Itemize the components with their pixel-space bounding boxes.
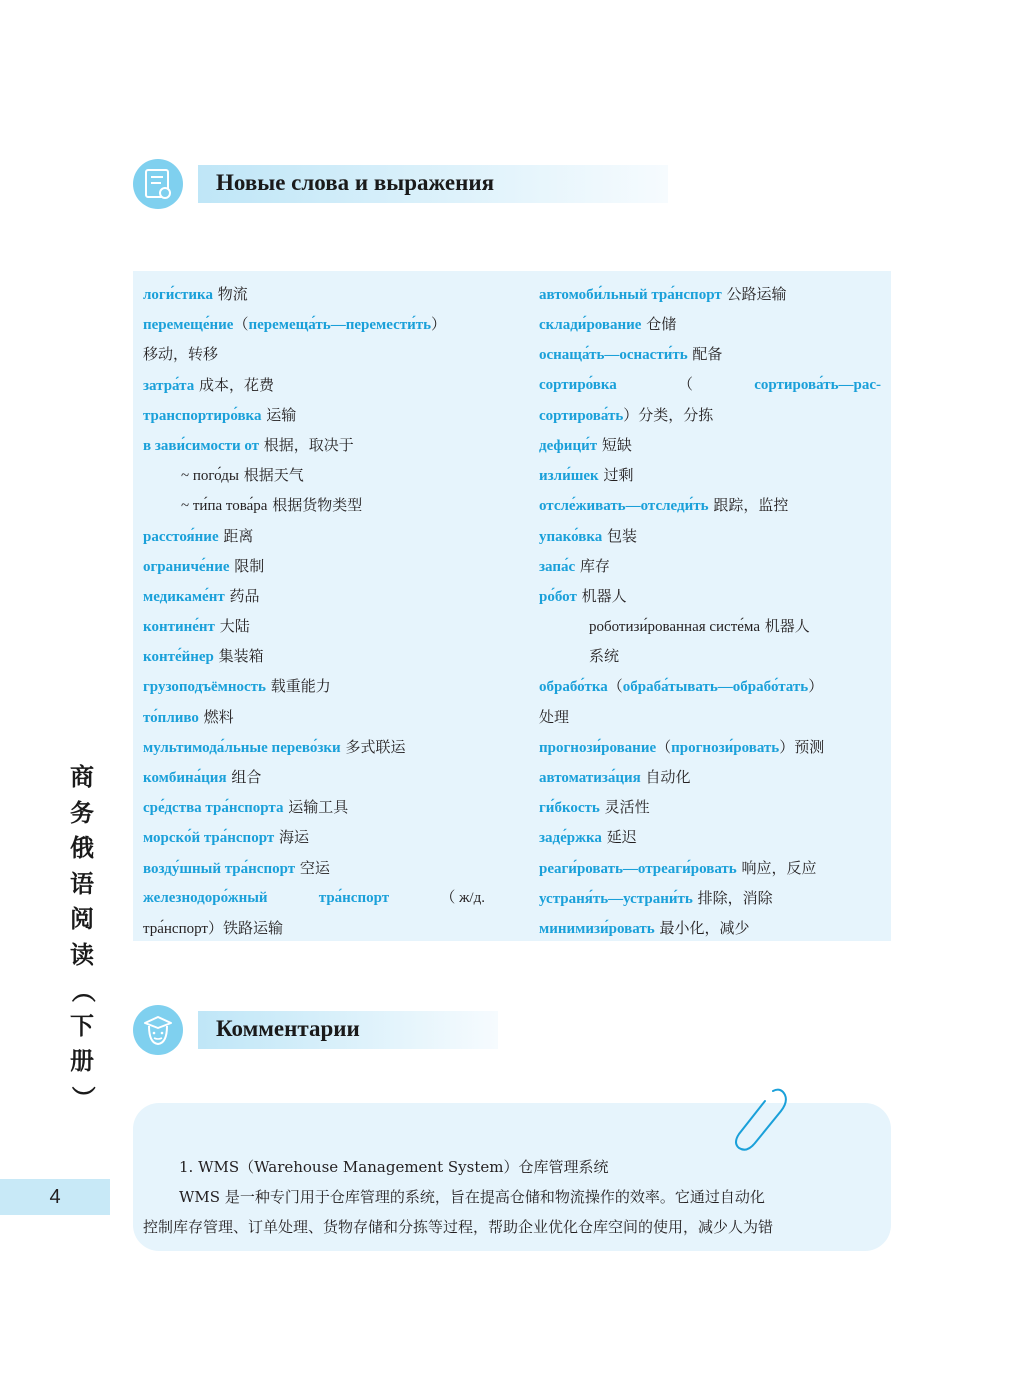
sidebar-title-char: 读 <box>70 940 94 969</box>
vocab-entry <box>143 792 498 822</box>
vocab-translation: 移动，转移 <box>143 345 219 364</box>
vocab-translation: 物流 <box>212 285 248 303</box>
vocab-translation: 药品 <box>224 586 260 605</box>
vocab-entry <box>143 490 498 520</box>
vocab-entry <box>539 883 884 913</box>
vocab-translation: 空运 <box>295 858 330 877</box>
vocab-entry <box>539 551 884 581</box>
vocab-entry <box>539 611 884 641</box>
vocab-entry <box>539 309 884 339</box>
certificate-icon <box>133 159 183 209</box>
vocab-entry <box>539 641 884 671</box>
vocab-term: заде́ржка <box>539 830 602 847</box>
vocab-translation: 机器人 <box>576 586 627 605</box>
vocab-term: железнодоро́жный <box>143 889 268 906</box>
vocab-term: упако́вка <box>539 528 603 545</box>
sidebar-title-char: 商 <box>70 763 94 791</box>
vocab-term: затра́та <box>143 377 195 394</box>
vocab-term: запа́с <box>539 558 576 575</box>
vocab-entry <box>143 581 498 611</box>
vocab-entry <box>143 671 498 701</box>
vocab-entry <box>143 400 498 430</box>
vocab-entry <box>539 490 884 520</box>
vocab-entry <box>539 581 884 611</box>
vocab-term: морско́й тра́нспорт <box>143 830 275 847</box>
vocab-term: медикаме́нт <box>143 588 225 605</box>
vocab-term: сортирова́ть—рас- <box>754 376 881 393</box>
vocab-term: в зави́симости от <box>143 437 260 454</box>
comment-paragraph-line-2: 控制库存管理、订单处理、货物存储和分拣等过程，帮助企业优化仓库空间的使用，减少人为错 <box>143 1218 774 1236</box>
sidebar-title-char: 俄 <box>70 834 94 862</box>
vocab-entry <box>539 370 881 400</box>
vocab-translation: 短缺 <box>597 435 632 454</box>
vocab-translation: 自动化 <box>640 768 691 786</box>
vocab-plain: ） <box>779 739 795 756</box>
comment-paragraph-line-1: WMS 是一种专门用于仓库管理的系统，旨在提高仓储和物流操作的效率。它通过自动化 <box>179 1188 765 1206</box>
vocabulary-panel <box>133 271 891 941</box>
vocab-translation: 预测 <box>794 737 825 756</box>
vocab-translation: 仓储 <box>641 315 677 334</box>
vocab-translation: 跟踪，监控 <box>708 496 789 515</box>
vocab-term: оснаща́ть—оснасти́ть <box>539 347 688 364</box>
vocab-translation: 大陆 <box>214 617 250 636</box>
vocab-translation: 运输工具 <box>283 798 349 817</box>
page-number: 4 <box>0 1179 110 1215</box>
vocab-term: ги́бкость <box>539 800 600 817</box>
vocab-translation: 根据货物类型 <box>267 496 363 515</box>
vocab-plain: роботизи́рованная систе́ма <box>589 619 760 636</box>
vocab-term: устраня́ть—устрани́ть <box>539 890 693 907</box>
vocab-plain: （ ж/д. <box>440 889 485 906</box>
vocab-translation: 根据，取决于 <box>259 435 354 454</box>
vocab-translation: 延迟 <box>601 828 637 847</box>
vocab-translation: 排除，消除 <box>692 888 773 907</box>
vocab-plain: тра́нспорт） <box>143 920 223 937</box>
vocab-term: то́пливо <box>143 709 199 726</box>
vocab-term: мультимода́льные перево́зки <box>143 739 341 756</box>
vocab-translation: 距离 <box>218 526 254 545</box>
vocab-term: контине́нт <box>143 619 215 636</box>
vocab-entry <box>539 822 884 852</box>
vocab-entry <box>143 883 485 913</box>
vocab-term: минимизи́ровать <box>539 920 655 937</box>
vocab-plain: （ <box>678 376 694 393</box>
vocab-entry <box>539 913 884 943</box>
vocab-entry <box>539 339 884 369</box>
vocab-translation: 组合 <box>226 768 262 786</box>
vocab-translation: ）分类，分拣 <box>623 405 714 424</box>
vocab-translation: 海运 <box>274 828 309 847</box>
vocab-section-header <box>198 165 668 203</box>
vocab-translation: 载重能力 <box>265 677 331 696</box>
vocab-entry <box>143 460 498 490</box>
vocab-term: тра́нспорт <box>318 889 390 906</box>
vocab-plain: ~ пого́ды <box>181 468 239 485</box>
vocab-entry <box>143 913 498 943</box>
vocab-entry <box>539 853 884 883</box>
vocab-translation: 系统 <box>589 647 620 666</box>
vocab-entry <box>143 339 498 369</box>
vocab-translation: 成本，花费 <box>194 375 274 394</box>
vocab-translation: 机器人 <box>759 617 810 636</box>
vocab-term: склади́рование <box>539 317 642 334</box>
vocab-translation: 运输 <box>261 405 297 424</box>
vocab-plain: ~ ти́па това́ра <box>181 498 268 515</box>
sidebar-title-char: 下 <box>70 1011 94 1040</box>
vocab-entry <box>143 853 498 883</box>
vocab-translation: 库存 <box>575 556 610 575</box>
vocab-term: обраба́тывать—обрабо́тать <box>622 679 809 696</box>
vocab-translation: 响应，反应 <box>736 858 817 877</box>
vocab-entry <box>143 370 498 400</box>
vocab-term: грузоподъёмность <box>143 679 266 696</box>
vocab-translation: 过剩 <box>598 466 634 485</box>
vocab-term: комбина́ция <box>143 770 227 786</box>
vocab-term: ро́бот <box>539 588 577 605</box>
vocab-translation: 集装箱 <box>213 647 264 666</box>
comments-section-title: Комментарии <box>216 1016 360 1041</box>
vocab-term: отсле́живать—отследи́ть <box>539 498 709 515</box>
vocab-term: обрабо́тка <box>539 679 608 696</box>
sidebar-title-char: 务 <box>70 798 94 827</box>
vocab-term: автомоби́льный тра́нспорт <box>539 287 722 303</box>
vocab-right-column <box>539 279 884 943</box>
vocab-term: прогнози́рование <box>539 739 657 756</box>
vocab-translation: 多式联运 <box>340 737 406 756</box>
vocab-entry <box>143 521 498 551</box>
vocab-translation: 公路运输 <box>721 285 787 303</box>
vocab-entry <box>539 792 884 822</box>
sidebar-title-char: 阅 <box>70 905 94 933</box>
vocab-term: логи́стика <box>143 287 213 303</box>
vocab-plain: （ <box>233 317 249 334</box>
vocab-term: ограниче́ние <box>143 558 230 575</box>
vocab-term: транспортиро́вка <box>143 407 262 424</box>
vocab-entry <box>539 460 884 490</box>
vocab-entry <box>539 400 884 430</box>
vocab-entry <box>143 762 498 792</box>
student-face-icon <box>133 1005 183 1055</box>
vocab-entry <box>143 430 498 460</box>
comments-section-header <box>198 1011 498 1049</box>
vocab-plain: （ <box>607 679 623 696</box>
vocab-term: возду́шный тра́нспорт <box>143 860 296 877</box>
vocab-plain: ） <box>808 679 824 696</box>
vocab-entry <box>143 611 498 641</box>
sidebar-title-char: 语 <box>70 869 94 898</box>
vocab-translation: 铁路运输 <box>222 918 283 937</box>
vocab-translation: 限制 <box>229 556 265 575</box>
vocab-entry <box>143 641 498 671</box>
vocab-term: конте́йнер <box>143 649 214 666</box>
vocab-translation: 灵活性 <box>599 798 650 817</box>
vocab-term: расстоя́ние <box>143 528 219 545</box>
vocab-translation: 燃料 <box>198 707 234 726</box>
vocab-entry <box>143 551 498 581</box>
sidebar-title-char: 册 <box>70 1047 94 1075</box>
vocab-term: реаги́ровать—отреаги́ровать <box>539 860 737 877</box>
sidebar-title-char: ） <box>68 1085 97 1110</box>
vocab-entry <box>539 762 884 792</box>
vocab-term: прогнози́ровать <box>671 739 780 756</box>
vocab-translation: 处理 <box>539 707 570 726</box>
vocab-translation: 配备 <box>687 345 723 364</box>
vocab-term: перемеще́ние <box>143 317 234 334</box>
vocab-entry <box>539 521 884 551</box>
vocab-translation: 最小化，减少 <box>654 918 750 937</box>
vocab-translation: 包装 <box>602 526 638 545</box>
vocab-term: сортиро́вка <box>539 376 617 393</box>
vocab-term: изли́шек <box>539 468 599 485</box>
vocab-plain: ） <box>431 317 447 334</box>
vocab-term: автоматиза́ция <box>539 770 641 786</box>
vocab-entry <box>143 279 498 309</box>
vocab-translation: 根据天气 <box>238 466 304 485</box>
vocab-entry <box>539 702 884 732</box>
vocab-entry <box>143 702 498 732</box>
vocab-term: дефици́т <box>539 437 598 454</box>
book-title-vertical <box>64 760 100 1115</box>
vocab-entry <box>539 279 884 309</box>
vocab-term: сре́дства тра́нспорта <box>143 800 284 817</box>
vocab-entry <box>539 732 884 762</box>
vocab-term: сортирова́ть <box>539 407 624 424</box>
vocab-entry <box>143 822 498 852</box>
vocab-plain: （ <box>656 739 672 756</box>
vocab-entry <box>143 309 498 339</box>
comment-heading: 1. WMS（Warehouse Management System）仓库管理系统 <box>179 1158 609 1176</box>
vocab-left-column <box>143 279 498 943</box>
sidebar-title-char: （ <box>68 978 97 1003</box>
vocab-section-title: Новые слова и выражения <box>216 170 495 195</box>
vocab-term: перемеща́ть—перемести́ть <box>248 317 432 334</box>
paperclip-icon <box>725 1085 795 1157</box>
vocab-entry <box>143 732 498 762</box>
vocab-entry <box>539 430 884 460</box>
vocab-entry <box>539 671 884 701</box>
